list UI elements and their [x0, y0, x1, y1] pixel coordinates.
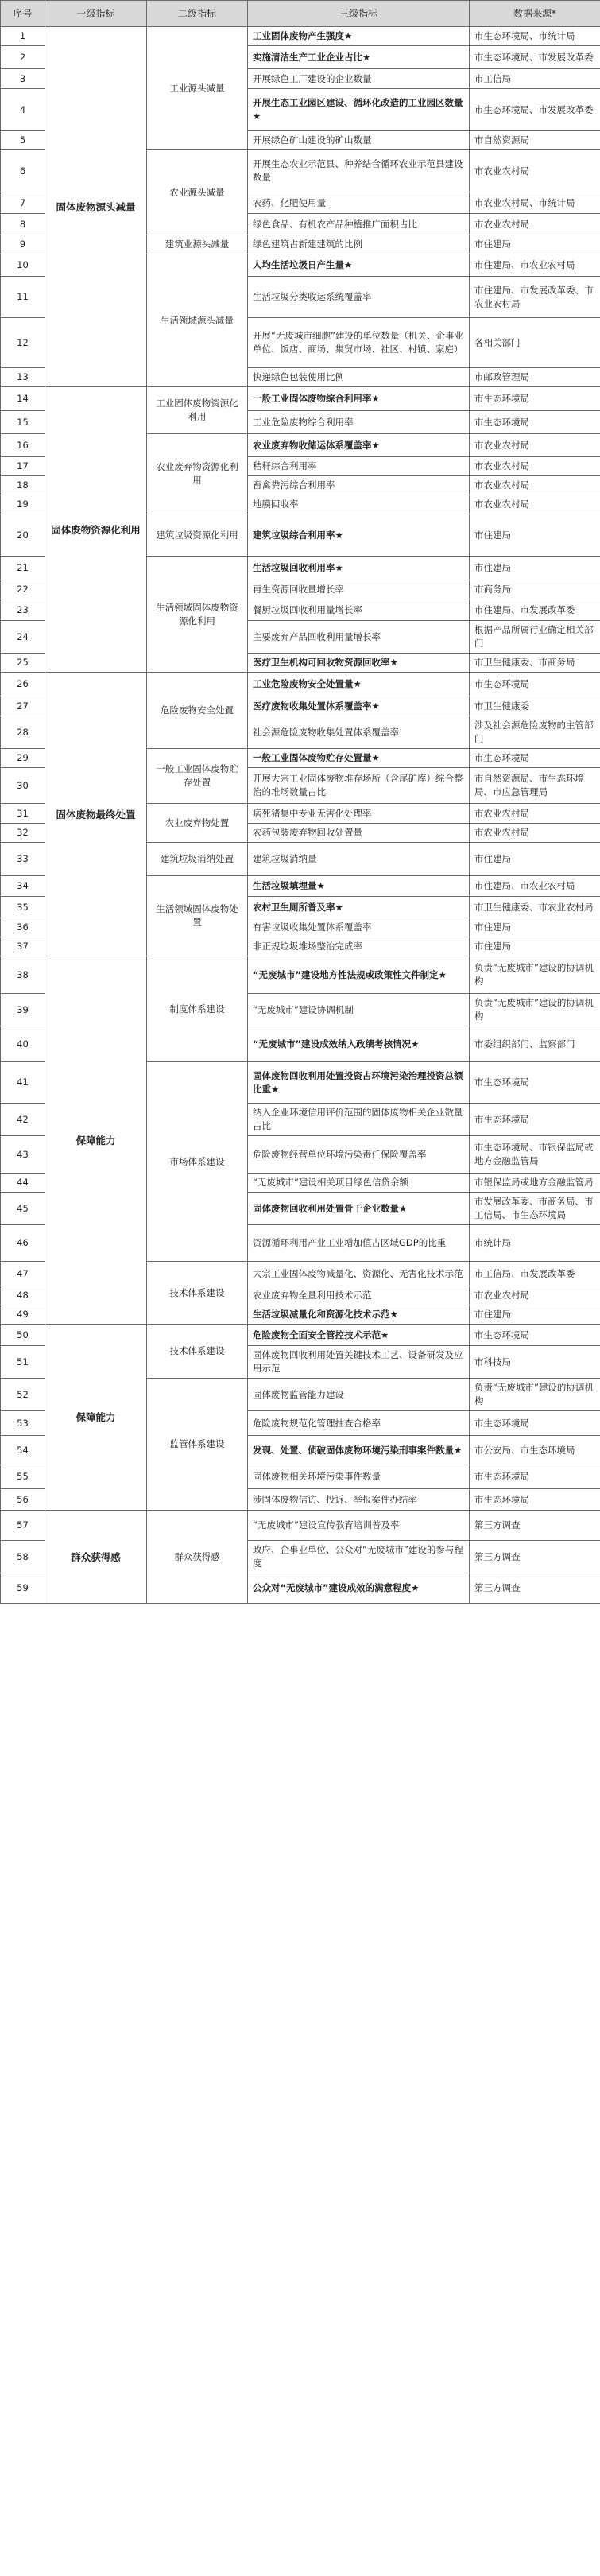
level1-indicator-cell: 群众获得感	[45, 1511, 147, 1604]
level3-indicator-cell: 病死猪集中专业无害化处理率	[248, 804, 470, 824]
row-index-cell: 27	[1, 696, 45, 716]
level3-indicator-cell: 医疗卫生机构可回收物资源回收率★	[248, 654, 470, 673]
level3-indicator-cell: “无废城市”建设宣传教育培训普及率	[248, 1511, 470, 1541]
header-level3: 三级指标	[248, 1, 470, 27]
table-body	[1, 27, 600, 1604]
data-source-cell: 负责“无废城市”建设的协调机构	[470, 994, 600, 1026]
row-index-cell: 47	[1, 1262, 45, 1286]
level3-indicator-cell: 危险废物全面安全管控技术示范★	[248, 1325, 470, 1346]
data-source-cell: 市自然资源局	[470, 131, 600, 150]
data-source-cell: 市生态环境局	[470, 387, 600, 411]
row-index-cell: 4	[1, 89, 45, 131]
row-index-cell: 48	[1, 1286, 45, 1305]
level3-indicator-cell: “无废城市”建设地方性法规或政策性文件制定★	[248, 956, 470, 994]
level3-indicator-cell: 固体废物回收利用处置投资占环境污染治理投资总额比重★	[248, 1062, 470, 1104]
level2-indicator-cell: 危险废物安全处置	[147, 673, 248, 749]
level3-indicator-cell: 工业危险废物安全处置量★	[248, 673, 470, 696]
level3-indicator-cell: 危险废物规范化管理抽查合格率	[248, 1411, 470, 1436]
level2-indicator-cell: 生活领域固体废物处置	[147, 876, 248, 956]
level3-indicator-cell: 政府、企事业单位、公众对“无废城市”建设的参与程度	[248, 1541, 470, 1573]
level2-indicator-cell: 农业废弃物处置	[147, 804, 248, 843]
row-index-cell: 6	[1, 150, 45, 192]
level3-indicator-cell: 工业固体废物产生强度★	[248, 27, 470, 46]
data-source-cell: 市科技局	[470, 1346, 600, 1379]
level3-indicator-cell: 生活垃圾分类收运系统覆盖率	[248, 277, 470, 318]
level3-indicator-cell: 绿色食品、有机农产品种植推广面积占比	[248, 214, 470, 235]
row-index-cell: 39	[1, 994, 45, 1026]
data-source-cell: 市农业农村局	[470, 824, 600, 843]
data-source-cell: 负责“无废城市”建设的协调机构	[470, 956, 600, 994]
level3-indicator-cell: 建筑垃圾综合利用率★	[248, 514, 470, 557]
level3-indicator-cell: 生活垃圾填埋量★	[248, 876, 470, 897]
row-index-cell: 2	[1, 46, 45, 69]
data-source-cell: 市农业农村局	[470, 214, 600, 235]
level1-indicator-cell: 固体废物资源化利用	[45, 387, 147, 673]
level3-indicator-cell: 开展大宗工业固体废物堆存场所（含尾矿库）综合整治的堆场数量占比	[248, 768, 470, 804]
level2-indicator-cell: 群众获得感	[147, 1511, 248, 1604]
data-source-cell: 市自然资源局、市生态环境局、市应急管理局	[470, 768, 600, 804]
row-index-cell: 40	[1, 1026, 45, 1062]
data-source-cell: 市生态环境局	[470, 411, 600, 434]
data-source-cell: 第三方调查	[470, 1573, 600, 1604]
row-index-cell: 41	[1, 1062, 45, 1104]
row-index-cell: 10	[1, 254, 45, 277]
data-source-cell: 市生态环境局、市发展改革委	[470, 46, 600, 69]
level3-indicator-cell: 地膜回收率	[248, 495, 470, 514]
data-source-cell: 市住建局、市发展改革委、市农业农村局	[470, 277, 600, 318]
table-header-row	[1, 1, 600, 27]
level3-indicator-cell: 开展“无废城市细胞”建设的单位数量（机关、企事业单位、饭店、商场、集贸市场、社区、村镇、家庭）	[248, 318, 470, 368]
level3-indicator-cell: 人均生活垃圾日产生量★	[248, 254, 470, 277]
row-index-cell: 59	[1, 1573, 45, 1604]
data-source-cell: 市住建局、市发展改革委	[470, 599, 600, 621]
level3-indicator-cell: 资源循环利用产业工业增加值占区域GDP的比重	[248, 1225, 470, 1262]
data-source-cell: 市农业农村局	[470, 150, 600, 192]
level3-indicator-cell: 一般工业固体废物综合利用率★	[248, 387, 470, 411]
row-index-cell: 42	[1, 1104, 45, 1136]
level2-indicator-cell: 监管体系建设	[147, 1379, 248, 1511]
level3-indicator-cell: 危险废物经营单位环境污染责任保险覆盖率	[248, 1136, 470, 1174]
level3-indicator-cell: “无废城市”建设相关项目绿色信贷余额	[248, 1174, 470, 1193]
data-source-cell: 市住建局	[470, 235, 600, 254]
level2-indicator-cell: 技术体系建设	[147, 1325, 248, 1379]
data-source-cell: 市生态环境局	[470, 1465, 600, 1489]
row-index-cell: 58	[1, 1541, 45, 1573]
header-level2: 二级指标	[147, 1, 248, 27]
row-index-cell: 30	[1, 768, 45, 804]
table-row	[1, 27, 600, 46]
row-index-cell: 49	[1, 1305, 45, 1325]
data-source-cell: 市生态环境局	[470, 1104, 600, 1136]
level3-indicator-cell: 固体废物回收利用处置关键技术工艺、设备研发及应用示范	[248, 1346, 470, 1379]
data-source-cell: 市住建局	[470, 937, 600, 956]
level3-indicator-cell: 再生资源回收量增长率	[248, 580, 470, 599]
row-index-cell: 21	[1, 557, 45, 580]
row-index-cell: 46	[1, 1225, 45, 1262]
data-source-cell: 市统计局	[470, 1225, 600, 1262]
level3-indicator-cell: 固体废物回收利用处置骨干企业数量★	[248, 1193, 470, 1225]
row-index-cell: 28	[1, 716, 45, 749]
row-index-cell: 18	[1, 476, 45, 495]
row-index-cell: 12	[1, 318, 45, 368]
data-source-cell: 市农业农村局	[470, 476, 600, 495]
level2-indicator-cell: 工业源头减量	[147, 27, 248, 150]
data-source-cell: 市农业农村局	[470, 434, 600, 457]
row-index-cell: 45	[1, 1193, 45, 1225]
table-row	[1, 387, 600, 411]
row-index-cell: 52	[1, 1379, 45, 1411]
header-source: 数据来源*	[470, 1, 600, 27]
data-source-cell: 市邮政管理局	[470, 368, 600, 387]
row-index-cell: 25	[1, 654, 45, 673]
row-index-cell: 19	[1, 495, 45, 514]
level3-indicator-cell: 农村卫生厕所普及率★	[248, 897, 470, 918]
row-index-cell: 14	[1, 387, 45, 411]
row-index-cell: 38	[1, 956, 45, 994]
level3-indicator-cell: 固体废物相关环境污染事件数量	[248, 1465, 470, 1489]
table-row	[1, 1325, 600, 1346]
level2-indicator-cell: 建筑业源头减量	[147, 235, 248, 254]
data-source-cell: 负责“无废城市”建设的协调机构	[470, 1379, 600, 1411]
data-source-cell: 市农业农村局	[470, 1286, 600, 1305]
data-source-cell: 市生态环境局	[470, 673, 600, 696]
level3-indicator-cell: 建筑垃圾消纳量	[248, 843, 470, 876]
data-source-cell: 第三方调查	[470, 1541, 600, 1573]
row-index-cell: 50	[1, 1325, 45, 1346]
data-source-cell: 市生态环境局	[470, 1411, 600, 1436]
data-source-cell: 市生态环境局、市发展改革委	[470, 89, 600, 131]
table-row	[1, 673, 600, 696]
level2-indicator-cell: 生活领域固体废物资源化利用	[147, 557, 248, 673]
table-row	[1, 1511, 600, 1541]
row-index-cell: 36	[1, 918, 45, 937]
level3-indicator-cell: 主要废弃产品回收利用量增长率	[248, 621, 470, 654]
level3-indicator-cell: 大宗工业固体废物减量化、资源化、无害化技术示范	[248, 1262, 470, 1286]
level3-indicator-cell: 开展生态农业示范县、种养结合循环农业示范县建设数量	[248, 150, 470, 192]
row-index-cell: 43	[1, 1136, 45, 1174]
data-source-cell: 涉及社会源危险废物的主管部门	[470, 716, 600, 749]
data-source-cell: 根据产品所属行业确定相关部门	[470, 621, 600, 654]
level3-indicator-cell: 固体废物监管能力建设	[248, 1379, 470, 1411]
data-source-cell: 第三方调查	[470, 1511, 600, 1541]
data-source-cell: 市卫生健康委、市商务局	[470, 654, 600, 673]
level3-indicator-cell: 农业废弃物收储运体系覆盖率★	[248, 434, 470, 457]
level2-indicator-cell: 市场体系建设	[147, 1062, 248, 1262]
level2-indicator-cell: 技术体系建设	[147, 1262, 248, 1325]
level3-indicator-cell: 生活垃圾回收利用率★	[248, 557, 470, 580]
row-index-cell: 15	[1, 411, 45, 434]
row-index-cell: 32	[1, 824, 45, 843]
row-index-cell: 5	[1, 131, 45, 150]
level3-indicator-cell: 绿色建筑占新建建筑的比例	[248, 235, 470, 254]
level2-indicator-cell: 生活领域源头减量	[147, 254, 248, 387]
data-source-cell: 市住建局	[470, 843, 600, 876]
level3-indicator-cell: 开展生态工业园区建设、循环化改造的工业园区数量★	[248, 89, 470, 131]
data-source-cell: 各相关部门	[470, 318, 600, 368]
level3-indicator-cell: 发现、处置、侦破固体废物环境污染刑事案件数量★	[248, 1436, 470, 1465]
header-level1: 一级指标	[45, 1, 147, 27]
data-source-cell: 市工信局	[470, 69, 600, 89]
level3-indicator-cell: 餐厨垃圾回收利用量增长率	[248, 599, 470, 621]
data-source-cell: 市生态环境局、市统计局	[470, 27, 600, 46]
table-row	[1, 956, 600, 994]
level3-indicator-cell: 畜禽粪污综合利用率	[248, 476, 470, 495]
row-index-cell: 24	[1, 621, 45, 654]
row-index-cell: 26	[1, 673, 45, 696]
level3-indicator-cell: 实施清洁生产工业企业占比★	[248, 46, 470, 69]
level1-indicator-cell: 保障能力	[45, 956, 147, 1325]
level3-indicator-cell: 农药包装废弃物回收处置量	[248, 824, 470, 843]
level3-indicator-cell: “无废城市”建设协调机制	[248, 994, 470, 1026]
row-index-cell: 34	[1, 876, 45, 897]
level3-indicator-cell: 开展绿色工厂建设的企业数量	[248, 69, 470, 89]
row-index-cell: 7	[1, 192, 45, 214]
data-source-cell: 市住建局	[470, 514, 600, 557]
row-index-cell: 35	[1, 897, 45, 918]
level1-indicator-cell: 保障能力	[45, 1325, 147, 1511]
row-index-cell: 37	[1, 937, 45, 956]
data-source-cell: 市公安局、市生态环境局	[470, 1436, 600, 1465]
row-index-cell: 53	[1, 1411, 45, 1436]
row-index-cell: 54	[1, 1436, 45, 1465]
data-source-cell: 市卫生健康委	[470, 696, 600, 716]
level2-indicator-cell: 农业源头减量	[147, 150, 248, 235]
data-source-cell: 市农业农村局、市统计局	[470, 192, 600, 214]
row-index-cell: 44	[1, 1174, 45, 1193]
level3-indicator-cell: 开展绿色矿山建设的矿山数量	[248, 131, 470, 150]
row-index-cell: 13	[1, 368, 45, 387]
row-index-cell: 22	[1, 580, 45, 599]
data-source-cell: 市工信局、市发展改革委	[470, 1262, 600, 1286]
data-source-cell: 市住建局、市农业农村局	[470, 254, 600, 277]
data-source-cell: 市住建局	[470, 557, 600, 580]
data-source-cell: 市商务局	[470, 580, 600, 599]
level3-indicator-cell: 秸秆综合利用率	[248, 457, 470, 476]
row-index-cell: 51	[1, 1346, 45, 1379]
data-source-cell: 市住建局、市农业农村局	[470, 876, 600, 897]
row-index-cell: 33	[1, 843, 45, 876]
level2-indicator-cell: 建筑垃圾资源化利用	[147, 514, 248, 557]
level3-indicator-cell: 有害垃圾收集处置体系覆盖率	[248, 918, 470, 937]
level2-indicator-cell: 制度体系建设	[147, 956, 248, 1062]
data-source-cell: 市住建局	[470, 918, 600, 937]
level1-indicator-cell: 固体废物源头减量	[45, 27, 147, 387]
level3-indicator-cell: 医疗废物收集处置体系覆盖率★	[248, 696, 470, 716]
level3-indicator-cell: 生活垃圾减量化和资源化技术示范★	[248, 1305, 470, 1325]
row-index-cell: 1	[1, 27, 45, 46]
data-source-cell: 市生态环境局	[470, 1062, 600, 1104]
level3-indicator-cell: 工业危险废物综合利用率	[248, 411, 470, 434]
level2-indicator-cell: 建筑垃圾消纳处置	[147, 843, 248, 876]
level3-indicator-cell: 涉固体废物信访、投诉、举报案件办结率	[248, 1489, 470, 1511]
row-index-cell: 11	[1, 277, 45, 318]
row-index-cell: 17	[1, 457, 45, 476]
row-index-cell: 56	[1, 1489, 45, 1511]
level3-indicator-cell: 社会源危险废物收集处置体系覆盖率	[248, 716, 470, 749]
row-index-cell: 16	[1, 434, 45, 457]
data-source-cell: 市生态环境局	[470, 1325, 600, 1346]
header-index: 序号	[1, 1, 45, 27]
level3-indicator-cell: 农药、化肥使用量	[248, 192, 470, 214]
level2-indicator-cell: 一般工业固体废物贮存处置	[147, 749, 248, 804]
level3-indicator-cell: 快递绿色包装使用比例	[248, 368, 470, 387]
row-index-cell: 23	[1, 599, 45, 621]
data-source-cell: 市农业农村局	[470, 495, 600, 514]
level2-indicator-cell: 农业废弃物资源化利用	[147, 434, 248, 514]
row-index-cell: 55	[1, 1465, 45, 1489]
data-source-cell: 市生态环境局	[470, 1489, 600, 1511]
data-source-cell: 市农业农村局	[470, 457, 600, 476]
row-index-cell: 3	[1, 69, 45, 89]
level3-indicator-cell: 公众对“无废城市”建设成效的满意程度★	[248, 1573, 470, 1604]
data-source-cell: 市生态环境局、市银保监局或地方金融监管局	[470, 1136, 600, 1174]
level3-indicator-cell: 非正规垃圾堆场整治完成率	[248, 937, 470, 956]
level2-indicator-cell: 工业固体废物资源化利用	[147, 387, 248, 434]
row-index-cell: 20	[1, 514, 45, 557]
level1-indicator-cell: 固体废物最终处置	[45, 673, 147, 956]
row-index-cell: 9	[1, 235, 45, 254]
level3-indicator-cell: 一般工业固体废物贮存处置量★	[248, 749, 470, 768]
level3-indicator-cell: 农业废弃物全量利用技术示范	[248, 1286, 470, 1305]
data-source-cell: 市委组织部门、监察部门	[470, 1026, 600, 1062]
level3-indicator-cell: “无废城市”建设成效纳入政绩考核情况★	[248, 1026, 470, 1062]
data-source-cell: 市生态环境局	[470, 749, 600, 768]
data-source-cell: 市农业农村局	[470, 804, 600, 824]
row-index-cell: 57	[1, 1511, 45, 1541]
level3-indicator-cell: 纳入企业环境信用评价范围的固体废物相关企业数量占比	[248, 1104, 470, 1136]
row-index-cell: 29	[1, 749, 45, 768]
data-source-cell: 市卫生健康委、市农业农村局	[470, 897, 600, 918]
data-source-cell: 市银保监局或地方金融监管局	[470, 1174, 600, 1193]
data-source-cell: 市发展改革委、市商务局、市工信局、市生态环境局	[470, 1193, 600, 1225]
row-index-cell: 31	[1, 804, 45, 824]
data-source-cell: 市住建局	[470, 1305, 600, 1325]
row-index-cell: 8	[1, 214, 45, 235]
